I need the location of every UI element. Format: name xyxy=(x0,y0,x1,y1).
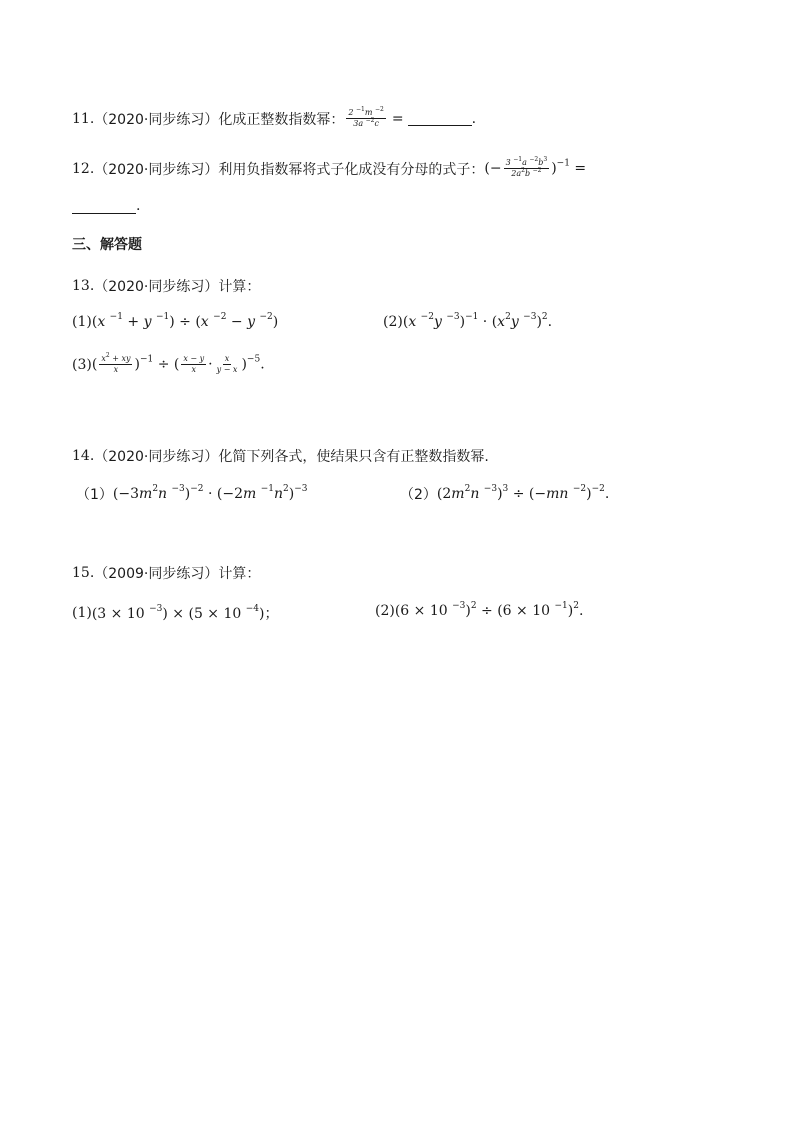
q13-part2-expr: (x $^{-2}$y $^{-3})^{-1} \cdot (x^2y$ $^{-3}$)$^2$. xyxy=(402,312,553,330)
question-11 xyxy=(72,108,476,129)
q13-row2 xyxy=(72,354,265,375)
q12-text: 利用负指数幂将式子化成没有分母的式子： xyxy=(218,161,485,178)
q11-answer-blank xyxy=(408,111,472,126)
q11-equals: = xyxy=(391,110,404,127)
q14-row1 xyxy=(76,484,308,504)
q13-row1-right xyxy=(383,314,552,330)
q13-part2-label: (2) xyxy=(383,314,403,330)
q12-answer-blank xyxy=(72,199,136,214)
q15-row1 xyxy=(72,603,279,623)
question-15 xyxy=(72,563,260,583)
q15-part2-expr: (6 × 10 $^{-3}$)$^2$ ÷ (6 × 10 $^{-1}$)$^2$. xyxy=(394,601,584,619)
q13-part1-expr: (x $^{-1}$ + y $^{-1}$) ÷ (x $^{-2}$ − y $^{-2}$) xyxy=(91,312,279,330)
q15-part1-label: (1) xyxy=(72,605,92,621)
q11-source: （2020·同步练习） xyxy=(94,111,219,128)
q13-number: 13. xyxy=(72,278,95,294)
q13-part3-expr: ( $\frac{x^2 + xy}{x}$ )$^{-1}$ ÷ ( $\frac{x - y}{x}$ · $\frac{x}{y - x}$ )$^{-5}$. xyxy=(91,352,265,374)
q12-number: 12. xyxy=(72,160,95,177)
q14-part2-label: （2） xyxy=(400,487,437,503)
q12-expression: (− $\frac{3 ^{-1}a ^{-2}b^3}{2a^2b ^{-2}}$ )$^{-1}$ = xyxy=(484,156,587,178)
q14-source: （2020·同步练习） xyxy=(94,449,219,465)
q15-part2-label: (2) xyxy=(375,603,395,619)
q12-source: （2020·同步练习） xyxy=(94,161,219,178)
question-13 xyxy=(72,276,260,296)
q13-source: （2020·同步练习） xyxy=(94,279,219,295)
q15-text: 计算： xyxy=(218,566,261,582)
q13-row1 xyxy=(72,314,278,330)
q14-number: 14. xyxy=(72,448,95,464)
section-heading: 三、解答题 xyxy=(72,237,142,253)
q14-part2-expr: ($2m^2n$ $^{-3}$)$^3$ ÷ (−mn $^{-2}$)$^{-2}$. xyxy=(436,484,610,502)
q14-part1-expr: ($-3m^2n$ $^{-3}$)$^{-2}$ · (−2m $^{-1}n^2)^{-3}$ xyxy=(112,484,308,502)
q12-end: . xyxy=(136,198,141,214)
q11-number: 11. xyxy=(72,110,95,127)
q13-part1-label: (1) xyxy=(72,314,92,330)
question-12 xyxy=(72,158,586,179)
q14-text: 化简下列各式，使结果只含有正整数指数幂. xyxy=(218,449,489,465)
q14-part1-label: （1） xyxy=(76,487,113,503)
q11-text: 化成正整数指数幂： xyxy=(218,111,345,128)
q15-row1-right xyxy=(375,603,583,619)
q15-source: （2009·同步练习） xyxy=(94,566,219,582)
q12-answer-line xyxy=(72,198,140,214)
question-14 xyxy=(72,446,489,466)
q11-fraction: $\frac{2 ^{-1}m ^{-2}}{3a ^{-2}c}$ xyxy=(348,106,384,128)
q11-end: . xyxy=(471,110,477,127)
q13-text: 计算： xyxy=(218,279,261,295)
q14-row1-right xyxy=(400,484,609,504)
q15-number: 15. xyxy=(72,565,95,581)
q13-part3-label: (3) xyxy=(72,356,92,373)
q15-part1-expr: (3 × 10 $^{-3}$) × (5 × 10 $^{-4}$)； xyxy=(91,604,279,622)
